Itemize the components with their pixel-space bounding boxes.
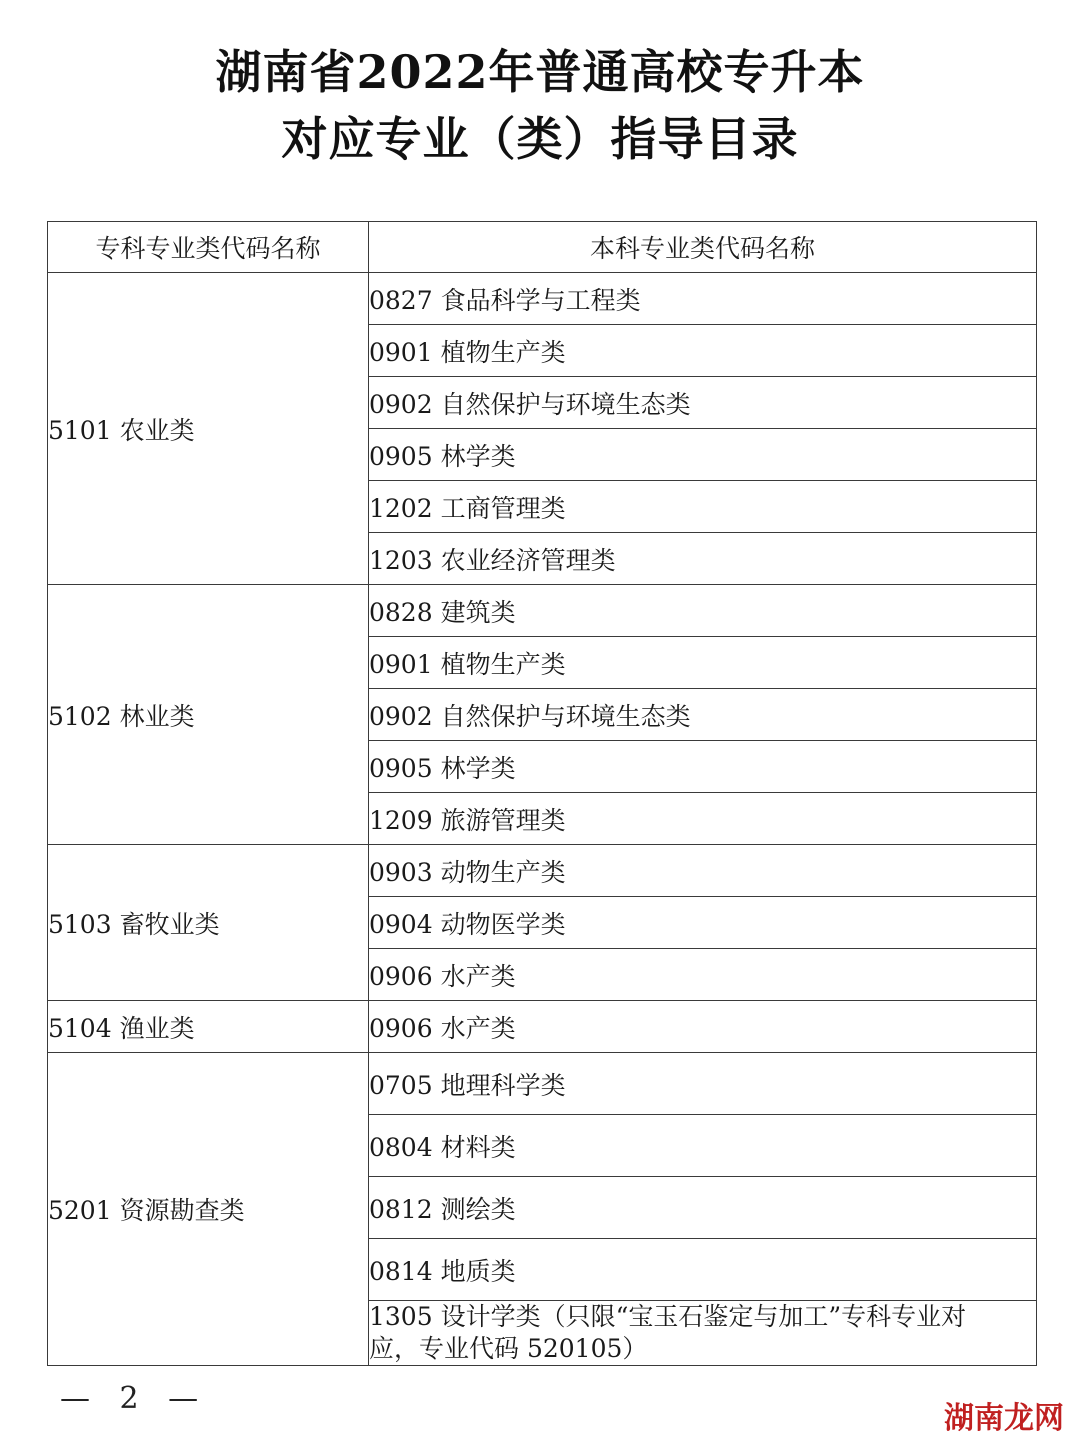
benke-cell: 0828 建筑类 — [369, 585, 1037, 637]
table-row — [48, 1053, 1037, 1115]
benke-cell: 0905 林学类 — [369, 429, 1037, 481]
benke-cell: 1203 农业经济管理类 — [369, 533, 1037, 585]
header-zhuanke: 专科专业类代码名称 — [48, 222, 369, 273]
benke-cell: 0804 材料类 — [369, 1115, 1037, 1177]
benke-cell: 0902 自然保护与环境生态类 — [369, 689, 1037, 741]
zhuanke-cell: 5103 畜牧业类 — [48, 845, 369, 1001]
site-watermark: 湖南龙网 — [944, 1401, 1064, 1436]
zhuanke-cell: 5102 林业类 — [48, 585, 369, 845]
table-row — [48, 1001, 1037, 1053]
benke-cell: 0906 水产类 — [369, 1001, 1037, 1053]
benke-cell: 0812 测绘类 — [369, 1177, 1037, 1239]
benke-cell: 0827 食品科学与工程类 — [369, 273, 1037, 325]
zhuanke-cell: 5104 渔业类 — [48, 1001, 369, 1053]
benke-cell: 0814 地质类 — [369, 1239, 1037, 1301]
benke-cell: 0902 自然保护与环境生态类 — [369, 377, 1037, 429]
zhuanke-cell: 5201 资源勘查类 — [48, 1053, 369, 1366]
benke-cell: 0705 地理科学类 — [369, 1053, 1037, 1115]
major-catalog-table — [47, 221, 1037, 1366]
benke-cell: 0904 动物医学类 — [369, 897, 1037, 949]
table-row — [48, 273, 1037, 325]
benke-cell: 1202 工商管理类 — [369, 481, 1037, 533]
benke-cell: 0901 植物生产类 — [369, 325, 1037, 377]
benke-cell: 1305 设计学类（只限“宝玉石鉴定与加工”专科专业对应，专业代码 520105） — [369, 1301, 1037, 1366]
table-header-row — [48, 222, 1037, 273]
table-row — [48, 845, 1037, 897]
table-row — [48, 585, 1037, 637]
benke-cell: 0905 林学类 — [369, 741, 1037, 793]
page-number: — 2 — — [60, 1381, 209, 1416]
benke-cell: 0903 动物生产类 — [369, 845, 1037, 897]
benke-cell: 0906 水产类 — [369, 949, 1037, 1001]
document-title-line-2: 对应专业（类）指导目录 — [281, 112, 799, 166]
benke-cell: 1209 旅游管理类 — [369, 793, 1037, 845]
zhuanke-cell: 5101 农业类 — [48, 273, 369, 585]
header-benke: 本科专业类代码名称 — [369, 222, 1037, 273]
document-title-line-1: 湖南省2022年普通高校专升本 — [215, 45, 865, 99]
benke-cell: 0901 植物生产类 — [369, 637, 1037, 689]
